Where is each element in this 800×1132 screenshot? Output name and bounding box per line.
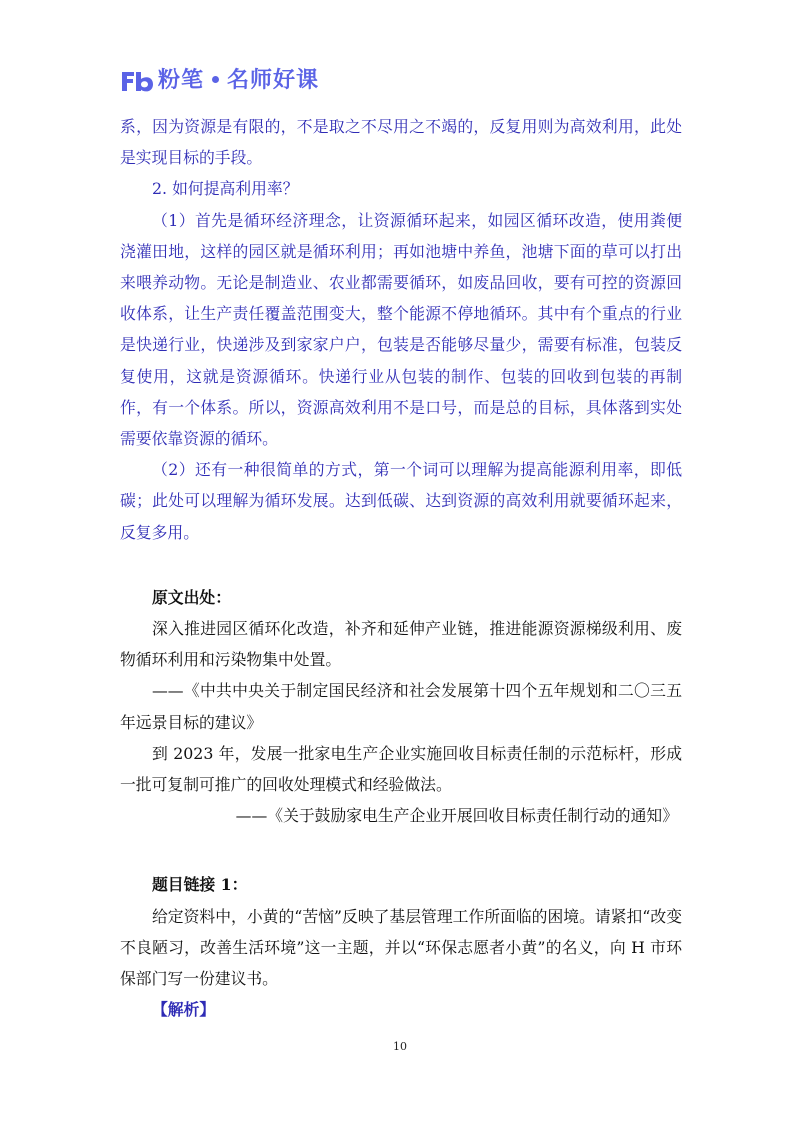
answer-paragraph-continued: 系，因为资源是有限的，不是取之不尽用之不竭的，反复用则为高效利用，此处是实现目标的手段。 (120, 117, 682, 168)
answer-point-1: （1）首先是循环经济理念，让资源循环起来，如园区循环改造，使用粪便浇灌田地，这样的园区就是循环利用；再如池塘中养鱼，池塘下面的草可以打出来喂养动物。无论是制造业、农业都需要循环，如废品回收，要有可控的资源回收体系，让生产责任覆盖范围变大，整个能源不停地循环。其中有个重点的行业是快递行业，快递涉及到家家户户，包装是否能够尽量少，需要有标准，包装反复使用，这就是资源循环。快递行业从包装的制作、包装的回收到包装的再制作，有一个体系。所以，资源高效利用不是口号，而是总的目标，具体落到实处需要依靠资源的循环。 (120, 210, 682, 449)
source-citation-2: ——《关于鼓励家电生产企业开展回收目标责任制行动的通知》 (235, 806, 678, 826)
spacer (120, 548, 682, 582)
brand-logo (120, 66, 319, 96)
logo-separator-dot (212, 76, 219, 83)
spacer (120, 831, 682, 869)
answer-question-2: 2. 如何提高利用率？ (152, 179, 299, 199)
answer-point-2: （2）还有一种很简单的方式，第一个词可以理解为提高能源利用率，即低碳；此处可以理解为循环发展。达到低碳、达到资源的高效利用就要循环起来，反复多用。 (120, 460, 682, 542)
source-citation-1: ——《中共中央关于制定国民经济和社会发展第十四个五年规划和二〇三五年远景目标的建议》 (120, 681, 682, 732)
logo-brand-name: 粉笔 (158, 68, 205, 93)
document-body (120, 111, 682, 1025)
analysis-label: 【解析】 (152, 1000, 216, 1020)
source-quote-2: 到 2023 年，发展一批家电生产企业实施回收目标责任制的示范标杆，形成一批可复制可推广的回收处理模式和经验做法。 (120, 743, 682, 795)
page-number: 10 (393, 1040, 407, 1053)
source-heading: 原文出处： (152, 587, 231, 607)
question-link-text: 给定资料中，小黄的“苦恼”反映了基层管理工作所面临的困境。请紧扣“改变不良陋习，改善生活环境”这一主题，并以“环保志愿者小黄”的名义，向 H 市环保部门写一份建议书。 (120, 906, 682, 989)
question-link-heading: 题目链接 1： (152, 875, 248, 895)
fb-logo-icon (120, 68, 154, 94)
analysis-label-line (120, 994, 682, 1025)
source-quote-1: 深入推进园区循环化改造，补齐和延伸产业链，推进能源资源梯级利用、废物循环利用和污染物集中处置。 (120, 619, 682, 670)
logo-tagline: 名师好课 (227, 68, 320, 93)
